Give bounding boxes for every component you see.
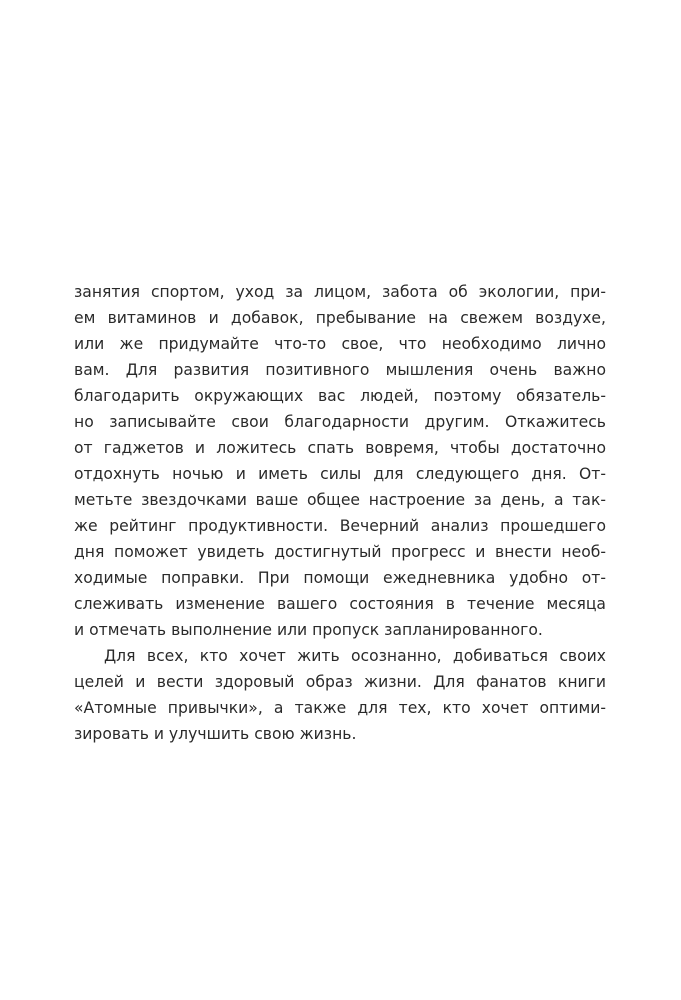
paragraph-1-line-5: благодарить окружающих вас людей, поэтому обязатель- (74, 387, 606, 405)
paragraph-2-line-2: целей и вести здоровый образ жизни. Для фанатов книги (74, 673, 606, 691)
paragraph-1-line-6: но записывайте свои благодарности другим. Откажитесь (74, 413, 606, 431)
paragraph-1-line-1: занятия спортом, уход за лицом, забота об экологии, при- (74, 283, 606, 301)
paragraph-1-line-4: вам. Для развития позитивного мышления очень важно (74, 361, 606, 379)
paragraph-1-line-8: отдохнуть ночью и иметь силы для следующего дня. От- (74, 465, 606, 483)
paragraph-1-line-9: метьте звездочками ваше общее настроение за день, а так- (74, 491, 606, 509)
paragraph-1-line-13: слеживать изменение вашего состояния в течение месяца (74, 595, 606, 613)
paragraph-1-line-14: и отмечать выполнение или пропуск запланированного. (74, 621, 543, 639)
paragraph-1-line-7: от гаджетов и ложитесь спать вовремя, чтобы достаточно (74, 439, 606, 457)
body-text (74, 279, 606, 747)
paragraph-2-line-1: Для всех, кто хочет жить осознанно, добиваться своих (104, 647, 606, 665)
paragraph-1-line-2: ем витаминов и добавок, пребывание на свежем воздухе, (74, 309, 606, 327)
paragraph-1-line-12: ходимые поправки. При помощи ежедневника удобно от- (74, 569, 606, 587)
paragraph-1-line-10: же рейтинг продуктивности. Вечерний анализ прошедшего (74, 517, 606, 535)
paragraph-2-line-4: зировать и улучшить свою жизнь. (74, 725, 357, 743)
paragraph-1-line-3: или же придумайте что-то свое, что необходимо лично (74, 335, 606, 353)
paragraph-2-line-3: «Атомные привычки», а также для тех, кто хочет оптими- (74, 699, 606, 717)
paragraph-1-line-11: дня поможет увидеть достигнутый прогресс и внести необ- (74, 543, 606, 561)
